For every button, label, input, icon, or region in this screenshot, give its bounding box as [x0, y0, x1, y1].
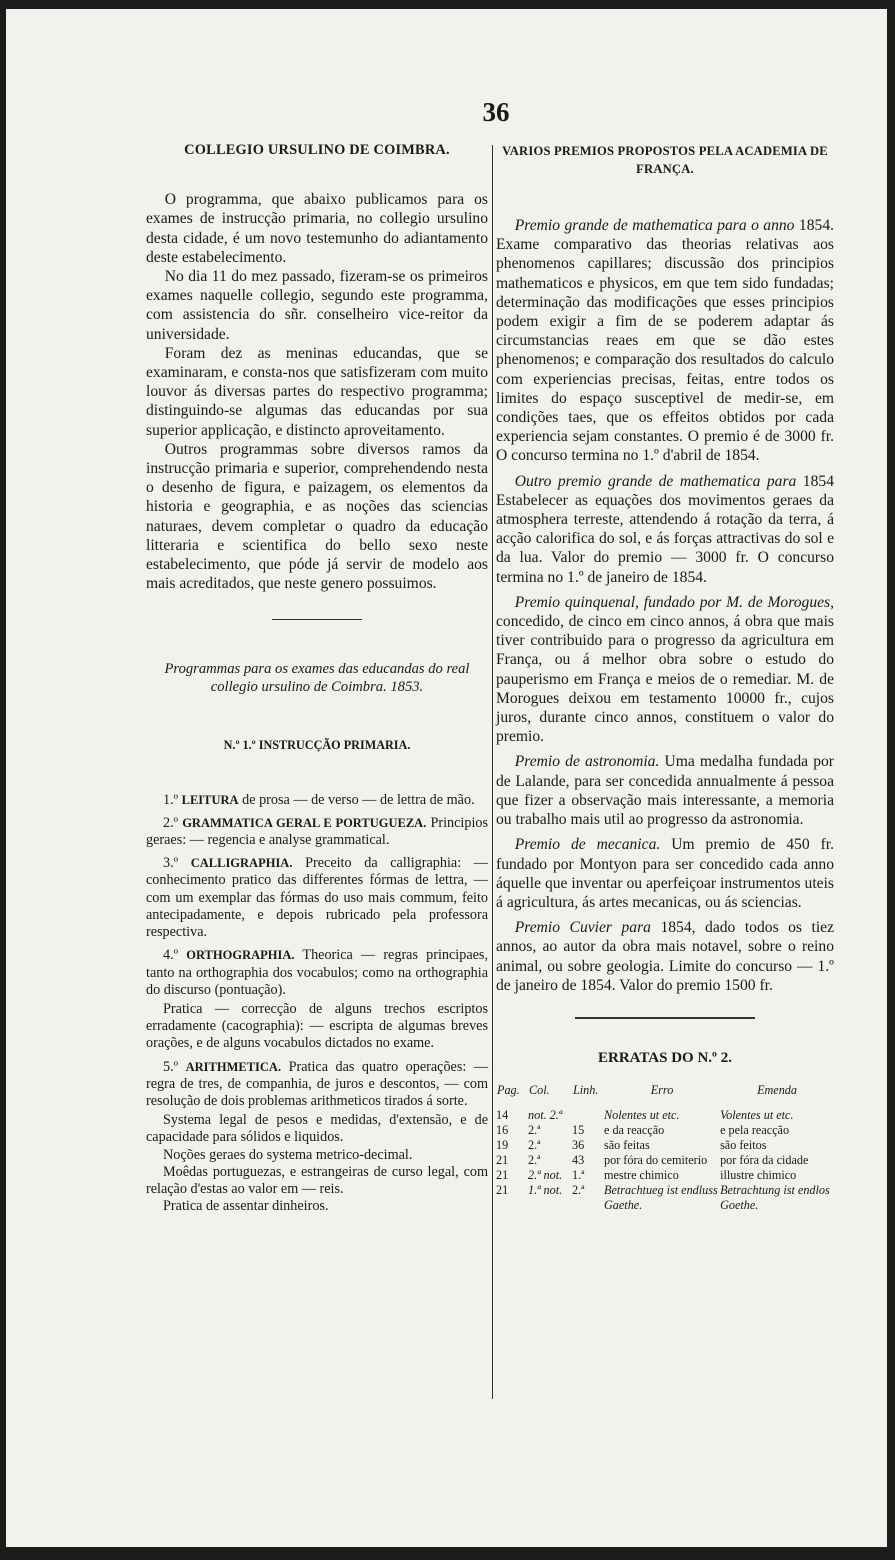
prize-paragraph: Premio quinquenal, fundado por M. de Morogues, concedido, de cinco em cinco annos, á obra que mais tiver contribuido para o progresso da agricultura em França, ou á melhor obra sobre o estudo do pauperismo em França e meios de o remediar. M. de Morogues deixou em testamento 10000 fr., cujos juros, durante cinco annos, constituem o valor do premio.	[496, 593, 834, 746]
paragraph: No dia 11 do mez passado, fizeram-se os primeiros exames naquelle collegio, segundo este programma, com assistencia do sñr. conselheiro vice-reitor da universidade.	[146, 268, 488, 343]
paragraph: Outros programmas sobre diversos ramos da instrucção primaria e superior, comprehendendo nesta o desenho de figura, e paizagem, os elementos da historia e geographia, e as noções das sciencias naturaes, devem completar o quadro da educação litteraria e scientifica do bello sexo neste estabelecimento, que póde já servir de modelo aos mais acreditados, que neste genero possuimos.	[146, 440, 488, 593]
programme-line: Noções geraes do systema metrico-decimal.	[163, 1146, 413, 1163]
paragraph: Foram dez as meninas educandas, que se examinaram, e consta-nos que satisfizeram com muito louvor ás diversas partes do respectivo programma; distinguindo-se algumas das educandas por sua superior applicação, e distincto aproveitamento.	[146, 344, 488, 439]
section-heading: N.º 1.º INSTRUCÇÃO PRIMARIA.	[223, 738, 411, 753]
prize-paragraph: Premio Cuvier para 1854, dado todos os tiez annos, ao autor da obra mais notavel, sobre o reino animal, ou sobre geologia. Limite do concurso — 1.º de janeiro de 1854. Valor do premio 1500 fr.	[496, 919, 835, 994]
programme-title: Programmas para os exames das educandas do real collegio ursulino de Coimbra. 1853.	[164, 661, 470, 696]
programme-items	[146, 792, 488, 1216]
book-page	[6, 9, 887, 1547]
prize-paragraph: Premio de astronomia. Uma medalha fundada por de Lalande, para ser concedida annualmente á pessoa que fizer a observação mais interessante, a memoria ou trabalho mais util ao progresso da astronomia.	[496, 753, 834, 829]
prize-paragraph: Premio de mecanica. Um premio de 450 fr. fundado por Montyon para ser concedido cada anno áquelle que inventar ou aperfeiçoar instrumentos uteis á agricultura, ás artes mecanicas, ou ás sciencias.	[496, 836, 834, 911]
column-divider	[492, 145, 493, 1399]
errata-row: 14 not. 2.ª Nolentes ut etc. Volentes ut etc.	[496, 1108, 794, 1123]
right-article-title: VARIOS PREMIOS PROPOSTOS PELA ACADEMIA DE FRANÇA.	[502, 144, 828, 176]
errata-table	[496, 1082, 834, 1213]
programme-item: 2.º GRAMMATICA GERAL E PORTUGUEZA. Principios geraes: — regencia e analyse grammatical.	[146, 814, 489, 849]
left-article-title: COLLEGIO URSULINO DE COIMBRA.	[184, 142, 450, 158]
paragraph: O programma, que abaixo publicamos para os exames de instrucção primaria, no collegio ursulino desta cidade, é um novo testemunho do adiantamento deste estabelecimento.	[146, 191, 488, 266]
page-number: 36	[482, 97, 510, 127]
separator-rule	[272, 619, 362, 620]
errata-row: 16 2.ª 15 e da reacção e pela reacção	[496, 1123, 790, 1138]
errata-header-row: Pag. Col. Linh. Erro Emenda	[497, 1083, 797, 1098]
errata-title: ERRATAS DO N.º 2.	[598, 1049, 732, 1066]
programme-item: 3.º CALLIGRAPHIA. Preceito da calligraphia: — conhecimento pratico das differentes fórmas de lettra, — com um exemplar das fórmas do uso mais commum, feito antecipadamente, e depois rubricado pela professora respectiva.	[146, 855, 488, 941]
errata-row: 21 2.ª not. 1.ª mestre chimico illustre chimico	[496, 1168, 797, 1183]
right-column	[496, 141, 834, 1213]
programme-line: Moêdas portuguezas, e estrangeiras de curso legal, com relação d'estas ao valor em — reis.	[146, 1163, 488, 1197]
programme-item: 5.º ARITHMETICA. Pratica das quatro operações: — regra de tres, de companhia, de juros e descontos, — com resolução de dois problemas arithmeticos tirados á sorte.	[146, 1058, 489, 1109]
programme-line: Systema legal de pesos e medidas, d'extensão, e de capacidade para sólidos e liquidos.	[146, 1112, 488, 1146]
errata-row: 19 2.ª 36 são feitas são feitos	[496, 1138, 767, 1153]
left-column	[146, 141, 488, 1215]
prize-paragraph: Premio grande de mathematica para o anno 1854. Exame comparativo das theorias relativas aos phenomenos capillares; discussão dos principios mathematicos e physicos, em que tem sido fundadas; determinação das modificações que esses principios podem exigir a fim de se poderem adaptar ás circumstancias reaes em que se dão estes phenomenos; e comparação dos resultados do calculo com experiencias precisas, feitas, entre todos os limites do espaço susceptivel de medir-se, em condições taes, que os effeitos obtidos por cada experiencia sejam constantes. O premio é de 3000 fr. O concurso termina no 1.º d'abril de 1854.	[496, 217, 835, 465]
programme-line: Pratica de assentar dinheiros.	[163, 1198, 329, 1215]
programme-item: Pratica — correcção de alguns trechos escriptos erradamente (cacographia): — escripta de algumas breves orações, e de alguns vocabulos dictados no exame.	[146, 1000, 488, 1052]
programme-item: 4.º ORTHOGRAPHIA. Theorica — regras principaes, tanto na orthographia dos vocabulos; como na orthographia do discurso (pontuação).	[146, 947, 488, 998]
errata-row: 21 2.ª 43 por fóra do cemiterio por fóra da cidade	[496, 1153, 809, 1168]
errata-row: 21 1.ª not. 2.ª Betrachtueg ist endluss Gaethe. Betrachtung ist endlos Goethe.	[496, 1183, 830, 1213]
programme-item: 1.º LEITURA de prosa — de verso — de lettra de mão.	[163, 791, 475, 808]
prize-paragraph: Outro premio grande de mathematica para 1854 Estabelecer as equações dos movimentos geraes da atmosphera terreste, attendendo á rotação da terra, á acção calorifica do sol, e ás forças attractivas do sol e da lua. Valor do premio — 3000 fr. O concurso termina no 1.º de janeiro de 1854.	[496, 472, 834, 586]
separator-rule	[575, 1017, 755, 1019]
